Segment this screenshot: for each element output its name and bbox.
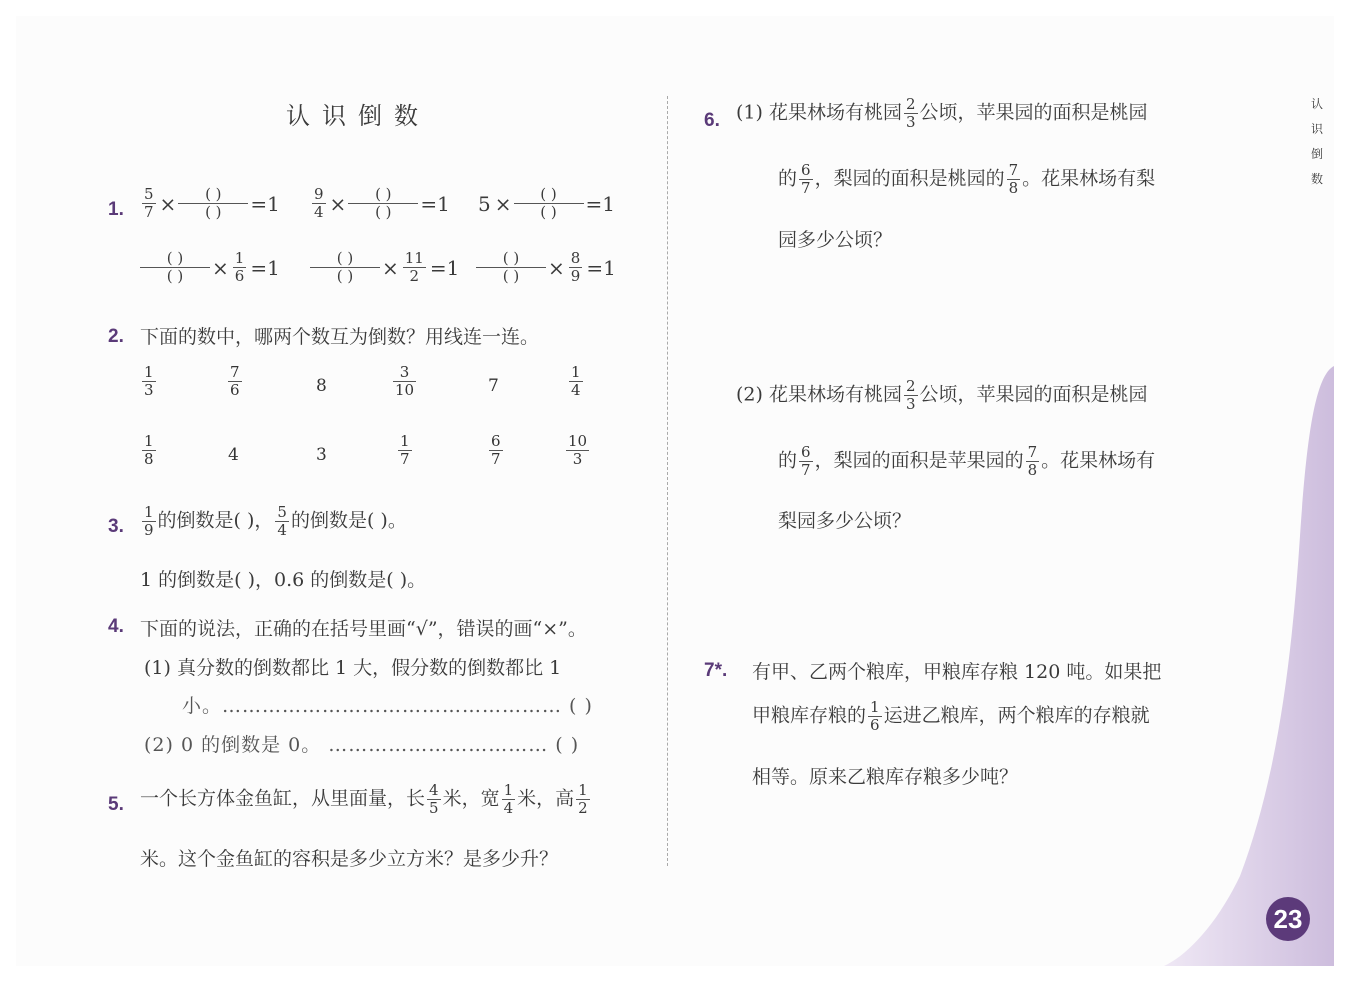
- q4-number: 4.: [108, 616, 124, 637]
- q4-item1-line2: 小。…………………………………………… ( ): [182, 695, 593, 717]
- q6-p2-line1: (2) 花果林场有桃园 $\frac{2}{3}$ 公顷，苹果园的面积是桃园: [736, 377, 1148, 413]
- q3-line1: $\frac{1}{9}$ 的倒数是( )， $\frac{5}{4}$ 的倒数是( )。: [144, 503, 407, 539]
- q6-p1-line2: 的 $\frac{6}{7}$ ，梨园的面积是桃园的 $\frac{7}{8}$ 。花果林场有梨: [778, 161, 1156, 197]
- q2-r1-c1: $\frac{1}{3}$: [144, 363, 154, 399]
- q5-line1: 一个长方体金鱼缸，从里面量，长 $\frac{4}{5}$ 米，宽 $\frac{1}{4}$ 米，高 $\frac{1}{2}$: [140, 781, 588, 817]
- page-sheet: [16, 16, 1334, 966]
- q6-p1-line3: 园多少公顷？: [778, 229, 893, 251]
- q5-line2: 米。这个金鱼缸的容积是多少立方米？是多少升？: [140, 848, 559, 870]
- q2-text: 下面的数中，哪两个数互为倒数？用线连一连。: [140, 326, 540, 348]
- q7-line3: 相等。原来乙粮库存粮多少吨？: [752, 766, 1019, 788]
- page-title: 认识倒数: [286, 102, 430, 130]
- q1-row1-item3: 5 × ( ) ( ) =1: [478, 185, 615, 221]
- q6-number: 6.: [704, 110, 720, 131]
- side-tab: [1309, 92, 1325, 192]
- decorative-curve: [16, 16, 1334, 966]
- q4-item1-line1: (1) 真分数的倒数都比 1 大，假分数的倒数都比 1: [144, 657, 562, 679]
- q2-r2-c6: $\frac{10}{3}$: [568, 432, 588, 468]
- side-tab-char: 识: [1310, 122, 1323, 136]
- page-number-badge: 23: [1266, 897, 1310, 941]
- q1-row2-item3: ( ) ( ) × $\frac{8}{9}$ =1: [476, 250, 618, 285]
- q1-row2-item1: ( ) ( ) × $\frac{1}{6}$ =1: [140, 250, 282, 285]
- q6-p2-line2: 的 $\frac{6}{7}$ ，梨园的面积是苹果园的 $\frac{7}{8}$ 。花果林场有: [778, 443, 1156, 479]
- q2-r1-c3: 8: [316, 376, 327, 396]
- q3-line2: 1 的倒数是( )，0.6 的倒数是( )。: [140, 569, 427, 591]
- q4-text: 下面的说法，正确的在括号里画“√”，错误的画“×”。: [140, 618, 587, 640]
- side-tab-char: 倒: [1310, 147, 1323, 161]
- q2-r1-c6: $\frac{1}{4}$: [571, 363, 581, 399]
- side-tab-char: 数: [1310, 172, 1323, 186]
- q2-r2-c4: $\frac{1}{7}$: [400, 432, 410, 468]
- q1-row1-item1: $\frac{5}{7}$ × ( ) ( ) =1: [144, 185, 280, 221]
- q1-row1-item2: $\frac{9}{4}$ × ( ) ( ) =1: [314, 185, 450, 221]
- q3-number: 3.: [108, 516, 124, 537]
- q1-row2-item2: ( ) ( ) × $\frac{11}{2}$ =1: [310, 250, 461, 285]
- q2-r1-c5: 7: [488, 376, 499, 396]
- q2-r2-c2: 4: [228, 445, 239, 465]
- q2-r2-c1: $\frac{1}{8}$: [144, 432, 154, 468]
- q6-p1-line1: (1) 花果林场有桃园 $\frac{2}{3}$ 公顷，苹果园的面积是桃园: [736, 95, 1148, 131]
- q4-item2: (2) 0 的倒数是 0。 …………………………… ( ): [144, 734, 580, 756]
- column-divider: [667, 96, 668, 866]
- q5-number: 5.: [108, 794, 124, 815]
- q2-r1-c4: $\frac{3}{10}$: [395, 363, 415, 399]
- q2-number: 2.: [108, 326, 124, 347]
- q2-r1-c2: $\frac{7}{6}$: [230, 363, 240, 399]
- q1-number: 1.: [108, 199, 124, 220]
- q2-r2-c5: $\frac{6}{7}$: [491, 432, 501, 468]
- q7-number: 7*.: [704, 660, 728, 681]
- side-tab-char: 认: [1310, 97, 1323, 111]
- q6-p2-line3: 梨园多少公顷？: [778, 510, 912, 532]
- q7-line2: 甲粮库存粮的 $\frac{1}{6}$ 运进乙粮库，两个粮库的存粮就: [752, 698, 1150, 734]
- q7-line1: 有甲、乙两个粮库，甲粮库存粮 120 吨。如果把: [752, 661, 1162, 683]
- q2-r2-c3: 3: [316, 445, 327, 465]
